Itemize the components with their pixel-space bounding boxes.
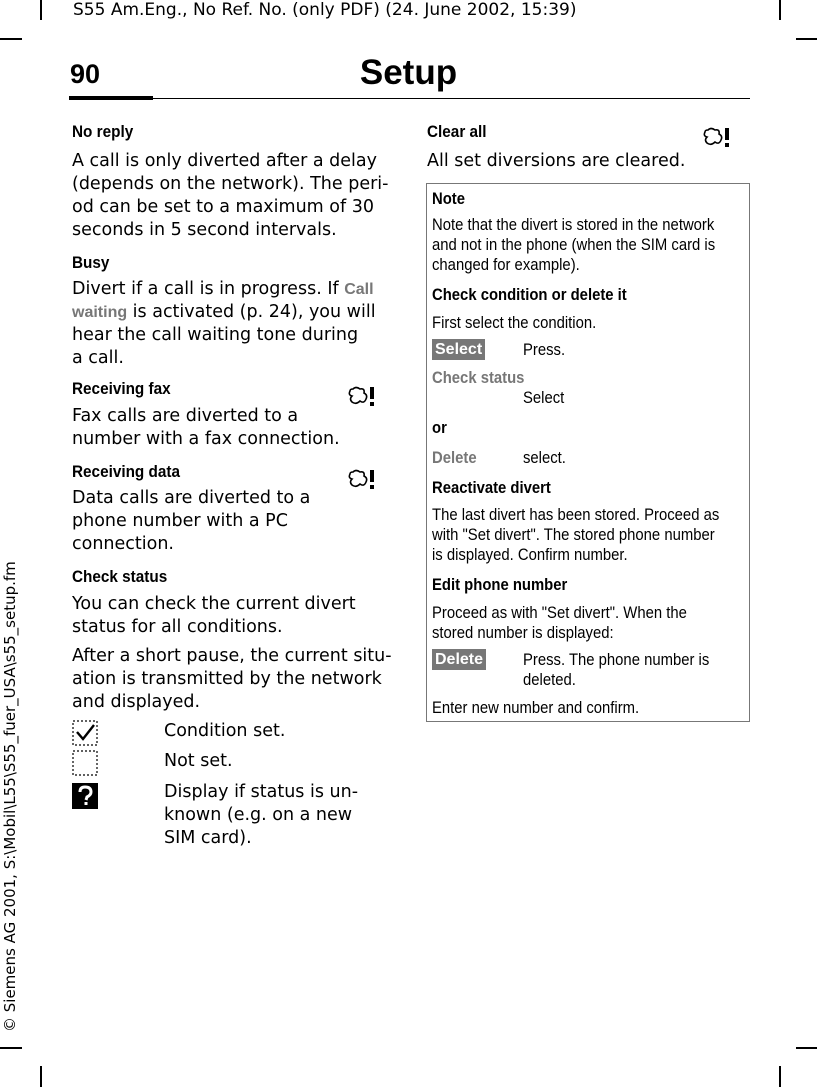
status-condition-set: Condition set. [164,721,286,741]
network-dependent-icon [346,468,378,494]
check-status-para-1 [72,593,356,639]
status-not-set: Not set. [164,751,233,771]
crop-mark [779,0,781,20]
running-head: S55 Am.Eng., No Ref. No. (only PDF) (24. June 2002, 15:39) [73,0,577,20]
crop-mark [40,0,42,20]
status-unknown [164,781,358,850]
check-status-option: Check status [432,369,525,387]
section-heading-no-reply: No reply [72,122,134,141]
check-status-para-2 [72,645,392,714]
page-number: 90 [70,59,101,89]
network-dependent-icon [346,385,378,411]
text-line [72,301,376,324]
network-dependent-icon [701,126,733,152]
check-condition-heading: Check condition or delete it [432,286,627,304]
clear-all-text: All set diversions are cleared. [427,151,686,171]
text-line: SIM card). [164,828,252,848]
crop-mark [796,1047,817,1049]
side-copyright [0,0,20,1032]
text-line: od can be set to a maximum of 30 [72,197,374,217]
crop-mark [0,1047,22,1049]
text-line: After a short pause, the current situ- [72,646,392,666]
text-line: connection. [72,534,174,554]
text-line: known (e.g. on a new [164,805,353,825]
crop-mark [40,1066,42,1087]
keyword-call: Call [344,281,374,298]
text-line: Display if status is un- [164,782,359,802]
checkbox-checked-icon [72,720,99,751]
text-line: You can check the current divert [72,594,356,614]
section-heading-clear-all: Clear all [427,122,487,141]
section-heading-receiving-data: Receiving data [72,462,180,481]
side-copyright-text: © Siemens AG 2001, S:\Mobil\L55\S55_fuer_USA\s55_setup.fm [1,561,19,1032]
receiving-data-text [72,487,310,556]
delete-key-desc: Press. The phone number is [523,651,710,669]
text-line: number with a fax connection. [72,429,340,449]
text-line: and displayed. [72,692,201,712]
text: is activated (p. 24), you will [127,302,376,322]
reactivate-heading: Reactivate divert [432,479,551,497]
crop-mark [779,1066,781,1087]
note-final: Enter new number and confirm. [432,699,640,717]
text-line [72,278,376,301]
edit-line: stored number is displayed: [432,624,614,642]
or-label: or [432,419,447,437]
checkbox-empty-icon [72,750,99,781]
section-heading-busy: Busy [72,253,110,272]
keyword-waiting: waiting [72,304,128,321]
text-line: Data calls are diverted to a [72,488,311,508]
no-reply-text [72,150,388,242]
edit-number-heading: Edit phone number [432,576,568,594]
section-heading-check-status: Check status [72,567,168,586]
text-line: (depends on the network). The peri- [72,174,389,194]
text-line: Fax calls are diverted to a [72,406,299,426]
text-line: status for all conditions. [72,617,283,637]
note-intro-line: and not in the phone (when the SIM card is [432,236,716,254]
note-title: Note [432,190,466,208]
check-status-desc: Select [523,389,565,407]
crop-mark [796,38,817,40]
edit-line: Proceed as with "Set divert". When the [432,604,687,622]
text-line: a call. [72,348,124,368]
reactivate-line: is displayed. Confirm number. [432,546,628,564]
note-intro-line: Note that the divert is stored in the network [432,216,715,234]
question-mark-icon [72,783,99,814]
text-line: hear the call waiting tone during [72,325,359,345]
text: Divert if a call is in progress. If [72,279,345,299]
delete-option: Delete [432,449,477,467]
note-intro-line: changed for example). [432,256,580,274]
text-line: ation is transmitted by the network [72,669,382,689]
header-rule [69,98,750,99]
check-intro: First select the condition. [432,314,597,332]
receiving-fax-text [72,405,340,451]
section-heading-receiving-fax: Receiving fax [72,379,171,398]
busy-text [72,278,376,370]
delete-softkey[interactable]: Delete [432,649,486,670]
text-line: phone number with a PC [72,511,288,531]
select-desc: Press. [523,341,566,359]
delete-desc: select. [523,449,566,467]
reactivate-line: The last divert has been stored. Proceed as [432,506,720,524]
text-line: A call is only diverted after a delay [72,151,377,171]
reactivate-line: with "Set divert". The stored phone number [432,526,715,544]
delete-key-desc: deleted. [523,671,576,689]
page-title: Setup [359,53,458,92]
note-box [426,183,750,722]
text-line: seconds in 5 second intervals. [72,220,337,240]
select-softkey[interactable]: Select [432,339,485,360]
